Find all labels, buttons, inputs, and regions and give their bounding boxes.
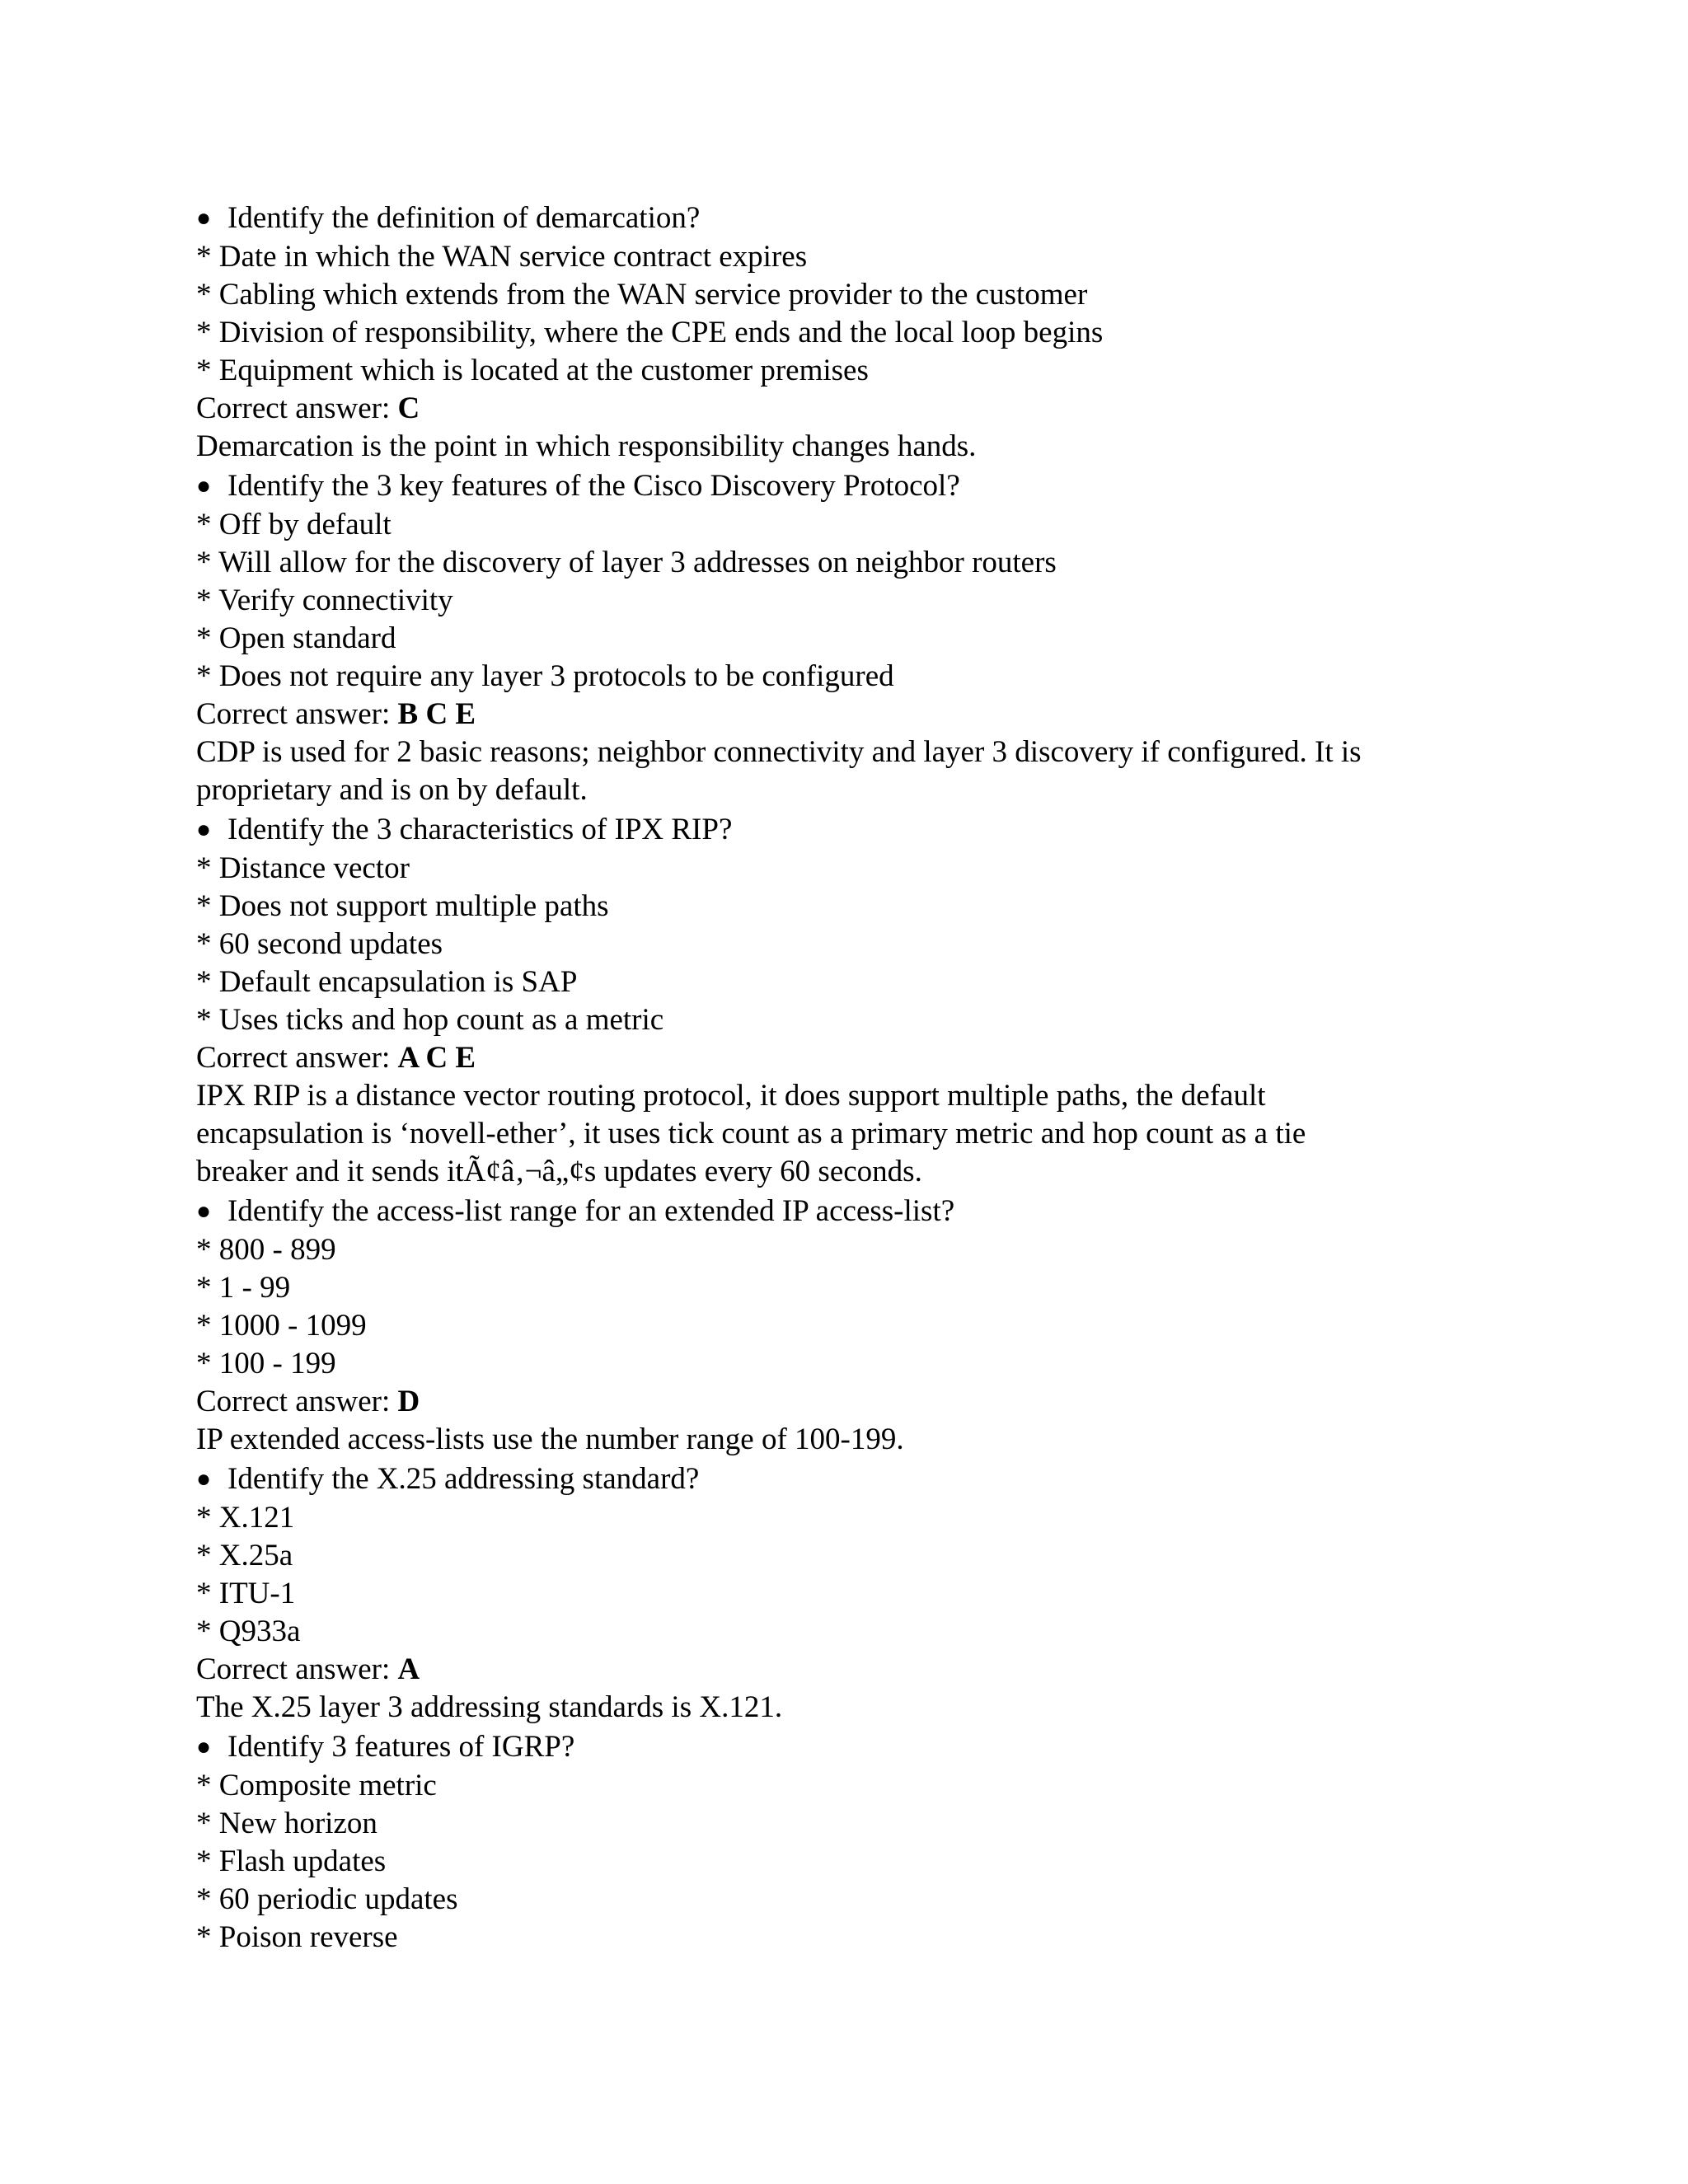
question-text: Identify the definition of demarcation? (227, 201, 701, 235)
question-text: Identify the 3 characteristics of IPX RIP? (227, 813, 733, 846)
correct-answer (196, 1039, 1498, 1077)
answer-option: * Flash updates (196, 1844, 387, 1878)
correct-answer-label: Correct answer: (196, 391, 391, 425)
answer-option: * Date in which the WAN service contract expires (196, 240, 808, 274)
answer-option: * Verify connectivity (196, 583, 453, 617)
answer-option: * Poison reverse (196, 1920, 398, 1954)
question-line (196, 466, 1498, 506)
question-text: Identify the 3 key features of the Cisco Discovery Protocol? (227, 469, 960, 503)
correct-answer-value: A (397, 1652, 420, 1686)
explanation-line: IPX RIP is a distance vector routing protocol, it does support multiple paths, the default (196, 1079, 1266, 1113)
answer-option: * Composite metric (196, 1769, 437, 1802)
question-text: Identify the X.25 addressing standard? (227, 1462, 700, 1496)
answer-option: * 60 periodic updates (196, 1882, 458, 1916)
answer-option: * Does not require any layer 3 protocols to be configured (196, 659, 894, 693)
question-text: Identify 3 features of IGRP? (227, 1730, 575, 1764)
document-body (196, 198, 1498, 1957)
correct-answer-label: Correct answer: (196, 697, 391, 731)
answer-option: * New horizon (196, 1807, 377, 1840)
explanation-line: breaker and it sends itÃ¢â‚¬â„¢s updates every 60 seconds. (196, 1155, 922, 1188)
question-block (196, 1459, 1498, 1727)
bullet-icon: ● (196, 1733, 212, 1760)
correct-answer-label: Correct answer: (196, 1041, 391, 1075)
explanation-line: encapsulation is ‘novell-ether’, it uses tick count as a primary metric and hop count as a tie (196, 1117, 1306, 1151)
question-block (196, 466, 1498, 809)
question-block (196, 1191, 1498, 1459)
explanation-line: IP extended access-lists use the number range of 100-199. (196, 1422, 904, 1456)
explanation-line: The X.25 layer 3 addressing standards is X.121. (196, 1690, 783, 1724)
answer-option: * 1 - 99 (196, 1271, 291, 1305)
explanation-line: CDP is used for 2 basic reasons; neighbor connectivity and layer 3 discovery if configured. It is (196, 735, 1362, 769)
answer-option: * Off by default (196, 508, 392, 541)
correct-answer-label: Correct answer: (196, 1652, 391, 1686)
question-line (196, 809, 1498, 850)
answer-option: * 60 second updates (196, 927, 443, 961)
correct-answer-label: Correct answer: (196, 1385, 391, 1418)
explanation-line: Demarcation is the point in which responsibility changes hands. (196, 429, 977, 463)
question-block (196, 198, 1498, 466)
correct-answer (196, 1651, 1498, 1689)
answer-option: * 100 - 199 (196, 1347, 336, 1380)
question-line (196, 1459, 1498, 1499)
correct-answer-value: B C E (397, 697, 476, 731)
bullet-icon: ● (196, 1465, 212, 1493)
correct-answer-value: D (397, 1385, 420, 1418)
question-line (196, 198, 1498, 238)
answer-option: * Distance vector (196, 851, 410, 885)
question-line (196, 1191, 1498, 1231)
answer-option: * Uses ticks and hop count as a metric (196, 1003, 664, 1037)
correct-answer (196, 390, 1498, 428)
answer-option: * 800 - 899 (196, 1233, 336, 1267)
answer-option: * X.25a (196, 1539, 293, 1572)
answer-option: * Default encapsulation is SAP (196, 965, 578, 999)
correct-answer-value: C (397, 391, 420, 425)
correct-answer (196, 1383, 1498, 1421)
bullet-icon: ● (196, 204, 212, 232)
answer-option: * 1000 - 1099 (196, 1309, 367, 1343)
question-text: Identify the access-list range for an extended IP access-list? (227, 1194, 955, 1228)
answer-option: * Does not support multiple paths (196, 889, 609, 923)
bullet-icon: ● (196, 1197, 212, 1225)
answer-option: * ITU-1 (196, 1577, 296, 1610)
answer-option: * X.121 (196, 1501, 295, 1535)
answer-option: * Will allow for the discovery of layer 3 addresses on neighbor routers (196, 546, 1057, 579)
answer-option: * Equipment which is located at the customer premises (196, 354, 869, 387)
answer-option: * Division of responsibility, where the CPE ends and the local loop begins (196, 316, 1104, 349)
correct-answer-value: A C E (397, 1041, 476, 1075)
question-block (196, 809, 1498, 1191)
explanation-line: proprietary and is on by default. (196, 773, 588, 807)
question-block (196, 1727, 1498, 1957)
answer-option: * Q933a (196, 1615, 301, 1648)
answer-option: * Cabling which extends from the WAN service provider to the customer (196, 278, 1088, 312)
bullet-icon: ● (196, 816, 212, 843)
answer-option: * Open standard (196, 621, 396, 655)
question-line (196, 1727, 1498, 1767)
correct-answer (196, 696, 1498, 733)
bullet-icon: ● (196, 472, 212, 499)
